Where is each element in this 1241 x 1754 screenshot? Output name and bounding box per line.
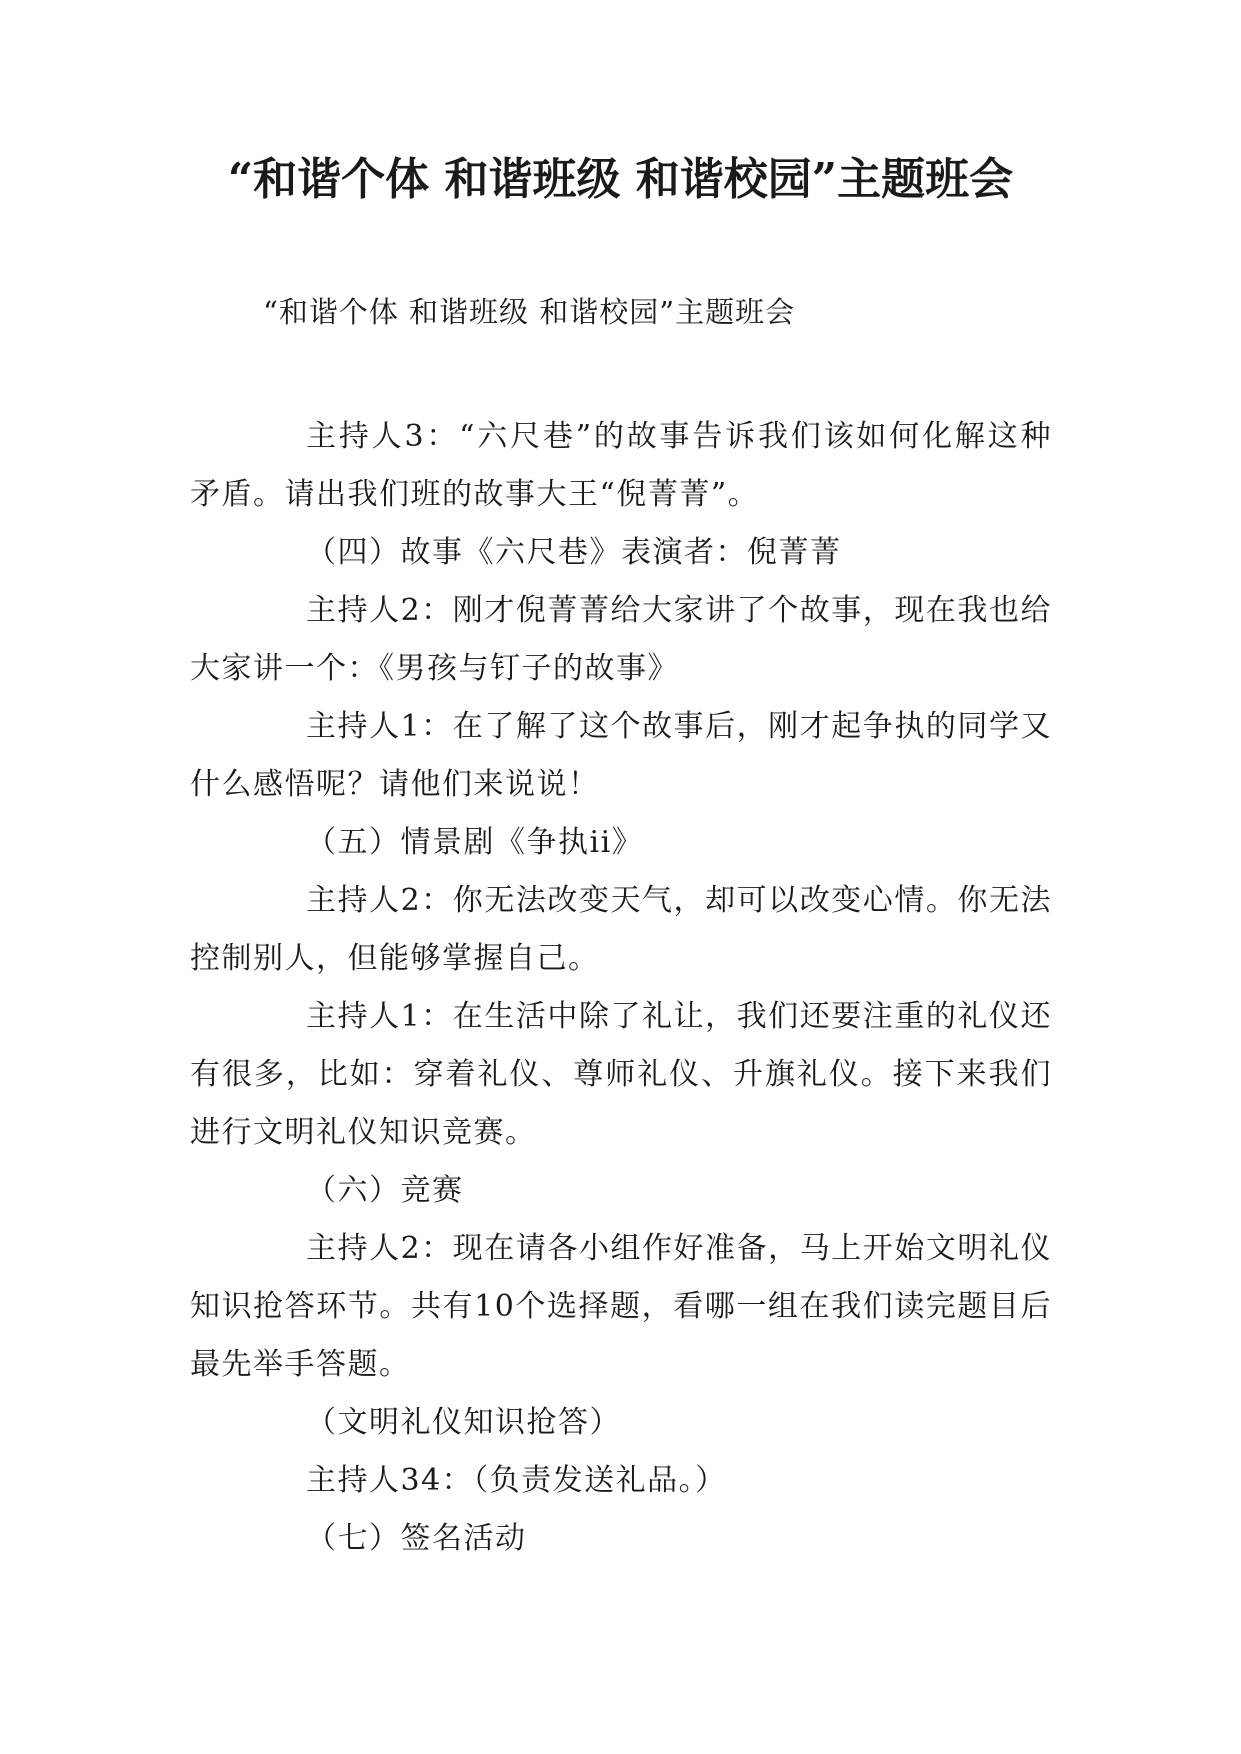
- paragraph-section-seven: （七）签名活动: [306, 1521, 527, 1556]
- paragraph-section-four: （四）故事《六尺巷》表演者：倪菁菁: [306, 535, 842, 570]
- paragraph-host2-quiz: 主持人2：现在请各小组作好准备，马上开始文明礼仪知识抢答环节。共有10个选择题，看哪一组在我们读完题目后最先举手答题。: [190, 1231, 1052, 1382]
- paragraph-section-five: （五）情景剧《争执ii》: [306, 825, 644, 860]
- document-title: “和谐个体 和谐班级 和谐校园”主题班会: [227, 154, 1014, 205]
- paragraph-host3-story: 主持人3：“六尺巷”的故事告诉我们该如何化解这种矛盾。请出我们班的故事大王“倪菁菁”。: [190, 419, 1052, 512]
- document-subtitle: “和谐个体 和谐班级 和谐校园”主题班会: [263, 295, 796, 329]
- paragraph-host34-gifts: 主持人34：（负责发送礼品。）: [306, 1463, 727, 1498]
- document-body: [190, 408, 1052, 1568]
- paragraph-section-six: （六）竞赛: [306, 1173, 464, 1208]
- paragraph-host1-reflection: 主持人1：在了解了这个故事后，刚才起争执的同学又什么感悟呢？请他们来说说！: [190, 709, 1052, 802]
- paragraph-host2-weather: 主持人2：你无法改变天气，却可以改变心情。你无法控制别人，但能够掌握自己。: [190, 883, 1052, 976]
- paragraph-quiz-note: （文明礼仪知识抢答）: [306, 1405, 621, 1440]
- paragraph-host2-story: 主持人2：刚才倪菁菁给大家讲了个故事，现在我也给大家讲一个：《男孩与钉子的故事》: [190, 593, 1052, 686]
- paragraph-host1-etiquette: 主持人1：在生活中除了礼让，我们还要注重的礼仪还有很多，比如：穿着礼仪、尊师礼仪、升旗礼仪。接下来我们进行文明礼仪知识竞赛。: [190, 999, 1052, 1150]
